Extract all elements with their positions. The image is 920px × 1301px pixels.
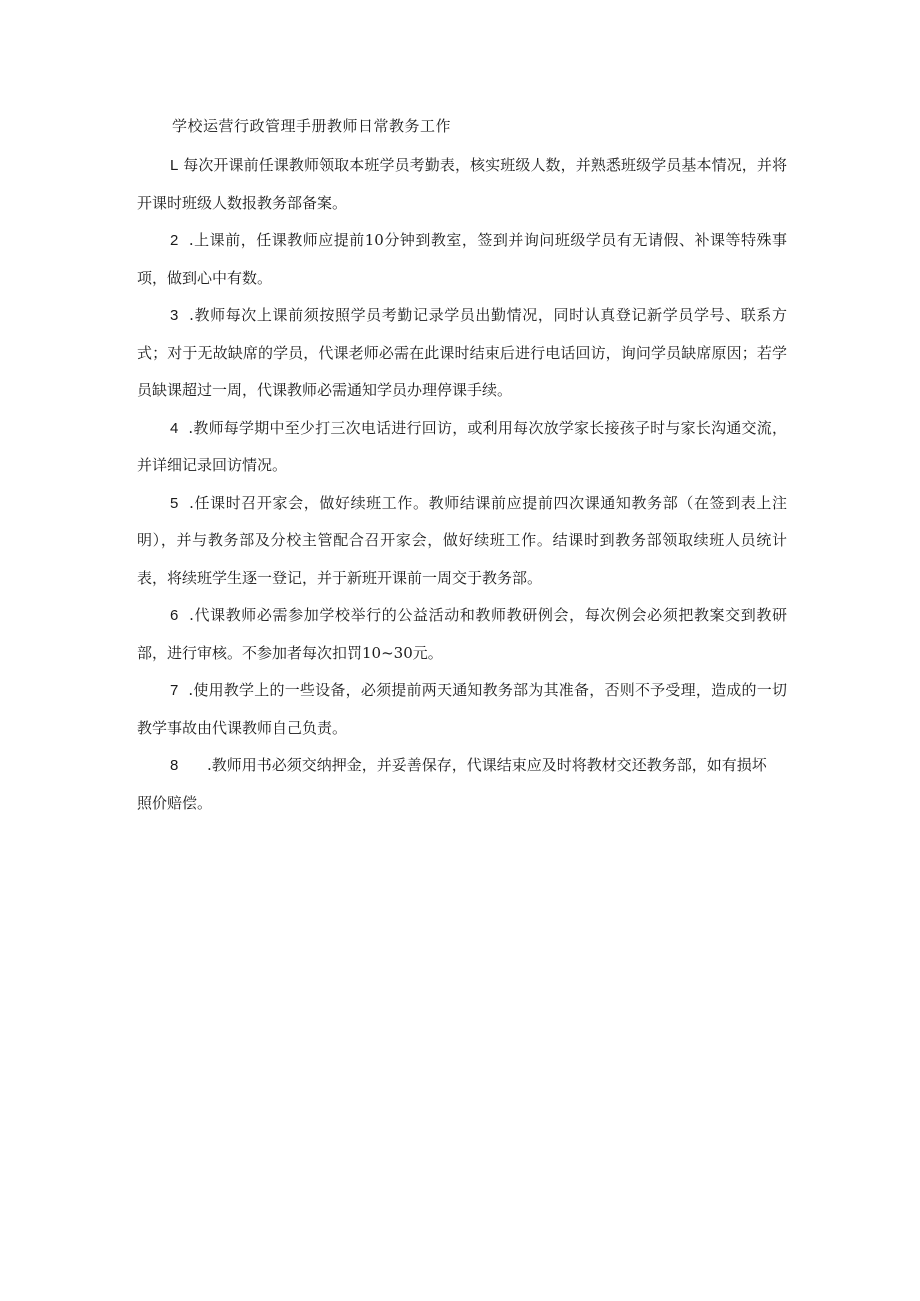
rule-item-1 [137,147,787,222]
rule-item-4 [137,410,787,485]
rule-separator: . [178,418,194,437]
rule-item-6 [137,597,787,672]
rule-text: 使用教学上的一些设备，必须提前两天通知教务部为其准备，否则不予受理，造成的一切教学事故由代课教师自己负责。 [137,681,787,737]
rule-separator: . [178,606,194,624]
rule-separator: . [178,231,194,249]
rule-text: 教师每学期中至少打三次电话进行回访，或利用每次放学家长接孩子时与家长沟通交流，并详细记录回访情况。 [137,418,787,474]
rule-text: 上课前，任课教师应提前10分钟到教室，签到并询问班级学员有无请假、补课等特殊事项，做到心中有数。 [137,231,788,287]
rule-text: 每次开课前任课教师领取本班学员考勤表，核实班级人数，并熟悉班级学员基本情况，并将开课时班级人数报教务部备案。 [137,156,787,212]
rule-item-7 [137,672,787,747]
rule-number: 4 [170,419,179,437]
rule-text: 教师每次上课前须按照学员考勤记录学员出勤情况，同时认真登记新学员学号、联系方式；对于无故缺席的学员，代课老师必需在此课时结束后进行电话回访，询问学员缺席原因；若学员缺课超过一周，代课教师必需通知学员办理停课手续。 [137,306,787,399]
document-title: 学校运营行政管理手册教师日常教务工作 [172,117,452,135]
rule-item-3 [137,297,787,410]
rule-separator: . [178,756,212,774]
rule-item-5 [137,485,787,598]
rule-text: 代课教师必需参加学校举行的公益活动和教师教研例会，每次例会必须把教案交到教研部，进行审核。不参加者每次扣罚10~30元。 [137,606,787,662]
rule-number: 5 [170,494,179,512]
rule-number: L [170,157,179,174]
rule-number: 7 [170,682,179,699]
rule-item-2 [137,222,787,297]
rule-number: 3 [170,307,179,324]
rule-separator: . [178,681,194,699]
rule-item-8 [137,747,777,822]
rule-text: 教师用书必须交纳押金，并妥善保存，代课结束应及时将教材交还教务部，如有损坏照价赔偿。 [137,756,767,812]
rule-text: 任课时召开家会，做好续班工作。教师结课前应提前四次课通知教务部（在签到表上注明），并与教务部及分校主管配合召开家会，做好续班工作。结课时到教务部领取续班人员统计表，将续班学生逐一登记，并于新班开课前一周交于教务部。 [137,493,787,587]
rule-separator: . [178,493,194,512]
rule-number: 2 [170,232,179,249]
rules-list [137,147,787,822]
rule-number: 8 [170,757,179,774]
rule-number: 6 [170,607,179,624]
rule-separator: . [178,306,194,324]
